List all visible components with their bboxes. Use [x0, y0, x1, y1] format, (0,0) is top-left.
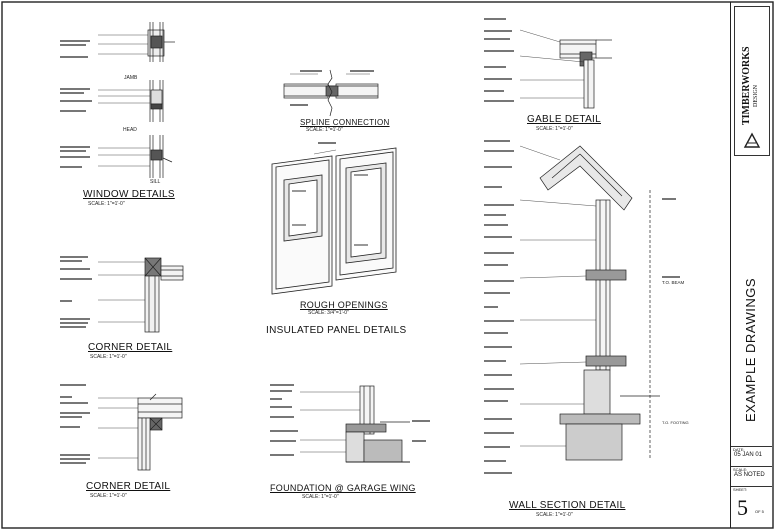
gable-detail-title: GABLE DETAIL	[527, 114, 601, 125]
spline-connection-drawing	[284, 70, 378, 116]
rough-openings-drawing	[272, 148, 396, 294]
window-notes	[60, 40, 92, 168]
corner-detail-top-scale: SCALE: 1"=1'-0"	[90, 354, 127, 360]
rough-openings-title: ROUGH OPENINGS	[300, 300, 388, 310]
window-label-sill: SILL	[150, 179, 161, 185]
spline-connection-scale: SCALE: 1"=1'-0"	[306, 127, 343, 133]
insulated-panel-title: INSULATED PANEL DETAILS	[266, 325, 407, 336]
window-jamb-section	[98, 22, 175, 62]
window-details-title: WINDOW DETAILS	[83, 189, 175, 200]
company-logo	[734, 6, 770, 156]
corner-detail-bottom-drawing	[98, 394, 182, 470]
window-label-head: HEAD	[123, 127, 137, 133]
wall-section-title: WALL SECTION DETAIL	[509, 500, 626, 511]
company-name: TIMBERWORKS	[741, 46, 752, 125]
sheet-number: 5	[737, 495, 748, 520]
window-details-drawing	[98, 22, 175, 178]
foundation-drawing	[300, 386, 410, 462]
sheet-title: EXAMPLE DRAWINGS	[743, 277, 758, 422]
title-block	[730, 2, 773, 528]
sheet-cell	[731, 486, 772, 526]
foundation-scale: SCALE: 1"=1'-0"	[302, 494, 339, 500]
gable-detail-drawing	[520, 30, 612, 108]
rough-openings-scale: SCALE: 3/4"=1'-0"	[308, 310, 349, 316]
wall-section-scale: SCALE: 1"=1'-0"	[536, 512, 573, 518]
date-label: DATE:	[733, 447, 745, 452]
sheet-of: OF 5	[755, 509, 764, 514]
date-value: 05 JAN 01	[734, 452, 763, 458]
corner-detail-top-drawing	[98, 258, 183, 332]
window-sill-section	[98, 135, 172, 178]
corner-top-notes	[60, 256, 92, 328]
window-head-section	[98, 80, 163, 122]
wall-mark-beam: T.O. BEAM	[662, 280, 685, 285]
corner-detail-bottom-title: CORNER DETAIL	[86, 481, 171, 492]
gable-notes	[484, 18, 514, 102]
foundation-title: FOUNDATION @ GARAGE WING	[270, 483, 416, 493]
scale-cell	[731, 466, 772, 486]
company-sub: DESIGN	[753, 85, 759, 107]
corner-bottom-notes	[60, 384, 90, 464]
wall-mark-footing: T.O. FOOTING	[662, 420, 689, 425]
scale-value: AS NOTED	[734, 472, 765, 478]
corner-detail-bottom-scale: SCALE: 1"=1'-0"	[90, 493, 127, 499]
scale-label: SCALE:	[733, 467, 748, 472]
corner-detail-top-title: CORNER DETAIL	[88, 342, 173, 353]
logo-mark-icon	[743, 131, 761, 149]
window-label-jamb: JAMB	[124, 75, 138, 81]
window-details-scale: SCALE: 1"=1'-0"	[88, 201, 125, 207]
gable-detail-scale: SCALE: 1"=1'-0"	[536, 126, 573, 132]
spline-connection-title: SPLINE CONNECTION	[300, 118, 390, 127]
date-cell	[731, 446, 772, 466]
wall-section-drawing	[520, 146, 660, 460]
sheet-label: SHEET:	[733, 487, 748, 492]
